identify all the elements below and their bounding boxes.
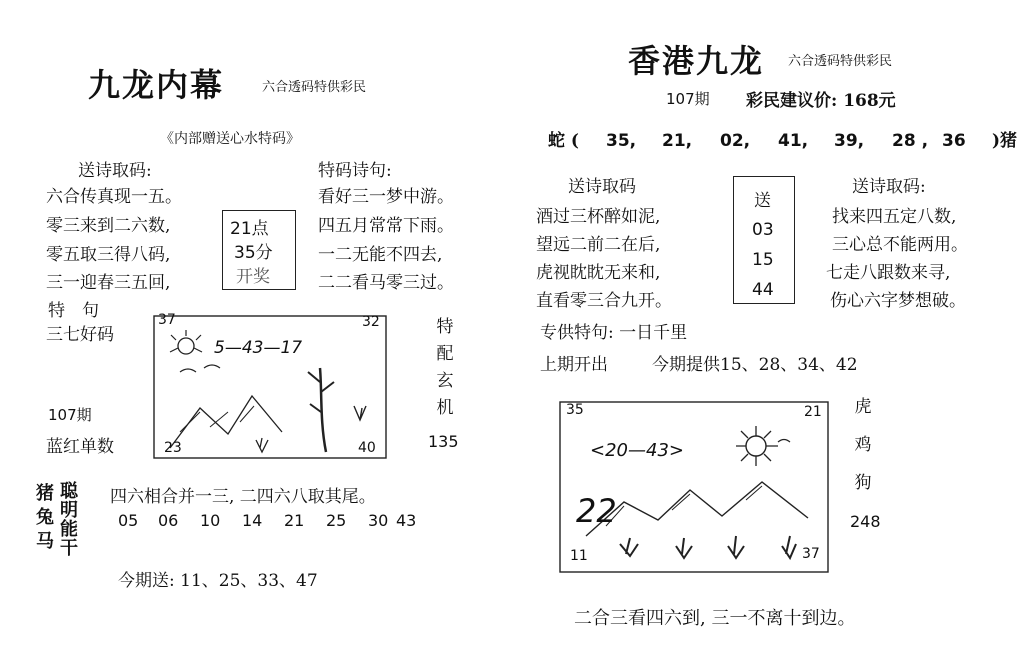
left-sketch-corner-tl: 37 bbox=[158, 312, 176, 328]
right-sketch-expr: <20—43> bbox=[590, 440, 684, 461]
right-poem-left-line: 虎视眈眈无来和, bbox=[536, 263, 661, 283]
left-title: 九龙内幕 bbox=[88, 66, 225, 104]
right-sketch bbox=[556, 398, 832, 576]
left-sketch-corner-tr: 32 bbox=[362, 314, 380, 330]
left-poem-left-line: 零五取三得八码, bbox=[46, 245, 171, 265]
right-sketch-corner-br: 37 bbox=[802, 546, 820, 562]
right-sketch-corner-tr: 21 bbox=[804, 404, 822, 420]
left-inner-note: 《内部赠送心水特码》 bbox=[160, 131, 300, 147]
left-poem-right-header: 特码诗句: bbox=[318, 161, 392, 181]
right-poem-right-header: 送诗取码: bbox=[852, 177, 926, 197]
special-label: 特 句 bbox=[48, 301, 99, 321]
left-poem-right-line: 一二无能不四去, bbox=[318, 245, 443, 265]
right-poem-right-line: 找来四五定八数, bbox=[832, 207, 957, 227]
number-list: 05 06 10 14 21 25 30 43 bbox=[118, 511, 417, 530]
left-poem-left-line: 六合传真现一五。 bbox=[46, 187, 182, 207]
right-poem-left-line: 酒过三杯醉如泥, bbox=[536, 207, 661, 227]
left-poem-left-header: 送诗取码: bbox=[78, 161, 152, 181]
right-subtitle: 六合透码特供彩民 bbox=[788, 54, 893, 69]
right-poem-left-header: 送诗取码 bbox=[568, 177, 636, 197]
rule-text: 四六相合并一三, 二四六八取其尾。 bbox=[110, 487, 376, 507]
left-sketch-corner-br: 40 bbox=[358, 440, 376, 456]
today-send: 今期送: 11、25、33、47 bbox=[118, 571, 318, 591]
right-poem-left-line: 直看零三合九开。 bbox=[536, 291, 672, 311]
right-period: 107期 bbox=[666, 90, 710, 108]
send-box-number: 44 bbox=[752, 280, 774, 300]
left-sketch bbox=[150, 312, 390, 462]
right-poem-right-line: 伤心六字梦想破。 bbox=[830, 291, 966, 311]
left-side-vertical: 特 配 玄 机 bbox=[436, 317, 454, 418]
snake-line: 蛇 ( 35, 21, 02, 41, 39, 28 , 36 )猪 bbox=[548, 131, 1018, 151]
special-text: 三七好码 bbox=[46, 325, 114, 345]
special-line: 专供特句: 一日千里 bbox=[540, 323, 688, 343]
right-sketch-corner-bl: 11 bbox=[570, 548, 588, 564]
offer-line: 今期提供15、28、34、42 bbox=[652, 355, 858, 375]
left-poem-right-line: 二二看马零三过。 bbox=[318, 273, 454, 293]
send-box-label: 送 bbox=[754, 191, 771, 211]
left-poem-right-line: 看好三一梦中游。 bbox=[318, 187, 454, 207]
left-period: 107期 bbox=[48, 406, 92, 424]
left-side-number: 135 bbox=[428, 432, 459, 451]
left-poem-right-line: 四五月常常下雨。 bbox=[318, 216, 454, 236]
time-box-line: 开奖 bbox=[236, 267, 270, 287]
animals-column: 猪 兔 马 bbox=[36, 483, 54, 552]
right-title: 香港九龙 bbox=[628, 42, 765, 80]
blue-red-label: 蓝红单数 bbox=[46, 437, 114, 457]
last-period: 上期开出 bbox=[540, 355, 608, 375]
bottom-text: 二合三看四六到, 三一不离十到边。 bbox=[574, 608, 856, 629]
right-poem-right-line: 三心总不能两用。 bbox=[832, 235, 968, 255]
left-poem-left-line: 三一迎春三五回, bbox=[46, 273, 171, 293]
right-sketch-big-number: 22 bbox=[576, 492, 617, 530]
right-sketch-corner-tl: 35 bbox=[566, 402, 584, 418]
right-poem-left-line: 望远二前二在后, bbox=[536, 235, 661, 255]
left-poem-left-line: 零三来到二六数, bbox=[46, 216, 171, 236]
left-subtitle: 六合透码特供彩民 bbox=[262, 80, 367, 95]
right-price: 彩民建议价: 168元 bbox=[746, 91, 896, 111]
time-box-line: 21点 bbox=[230, 219, 269, 239]
right-poem-right-line: 七走八跟数来寻, bbox=[826, 263, 951, 283]
wise-column: 聪 明 能 干 bbox=[60, 481, 78, 559]
time-box-line: 35分 bbox=[234, 243, 273, 263]
right-side-vertical: 虎 鸡 狗 bbox=[854, 397, 872, 493]
send-box-number: 15 bbox=[752, 250, 774, 270]
right-side-number: 248 bbox=[850, 512, 881, 531]
left-sketch-expr: 5—43—17 bbox=[214, 338, 303, 358]
left-sketch-corner-bl: 23 bbox=[164, 440, 182, 456]
send-box-number: 03 bbox=[752, 220, 774, 240]
